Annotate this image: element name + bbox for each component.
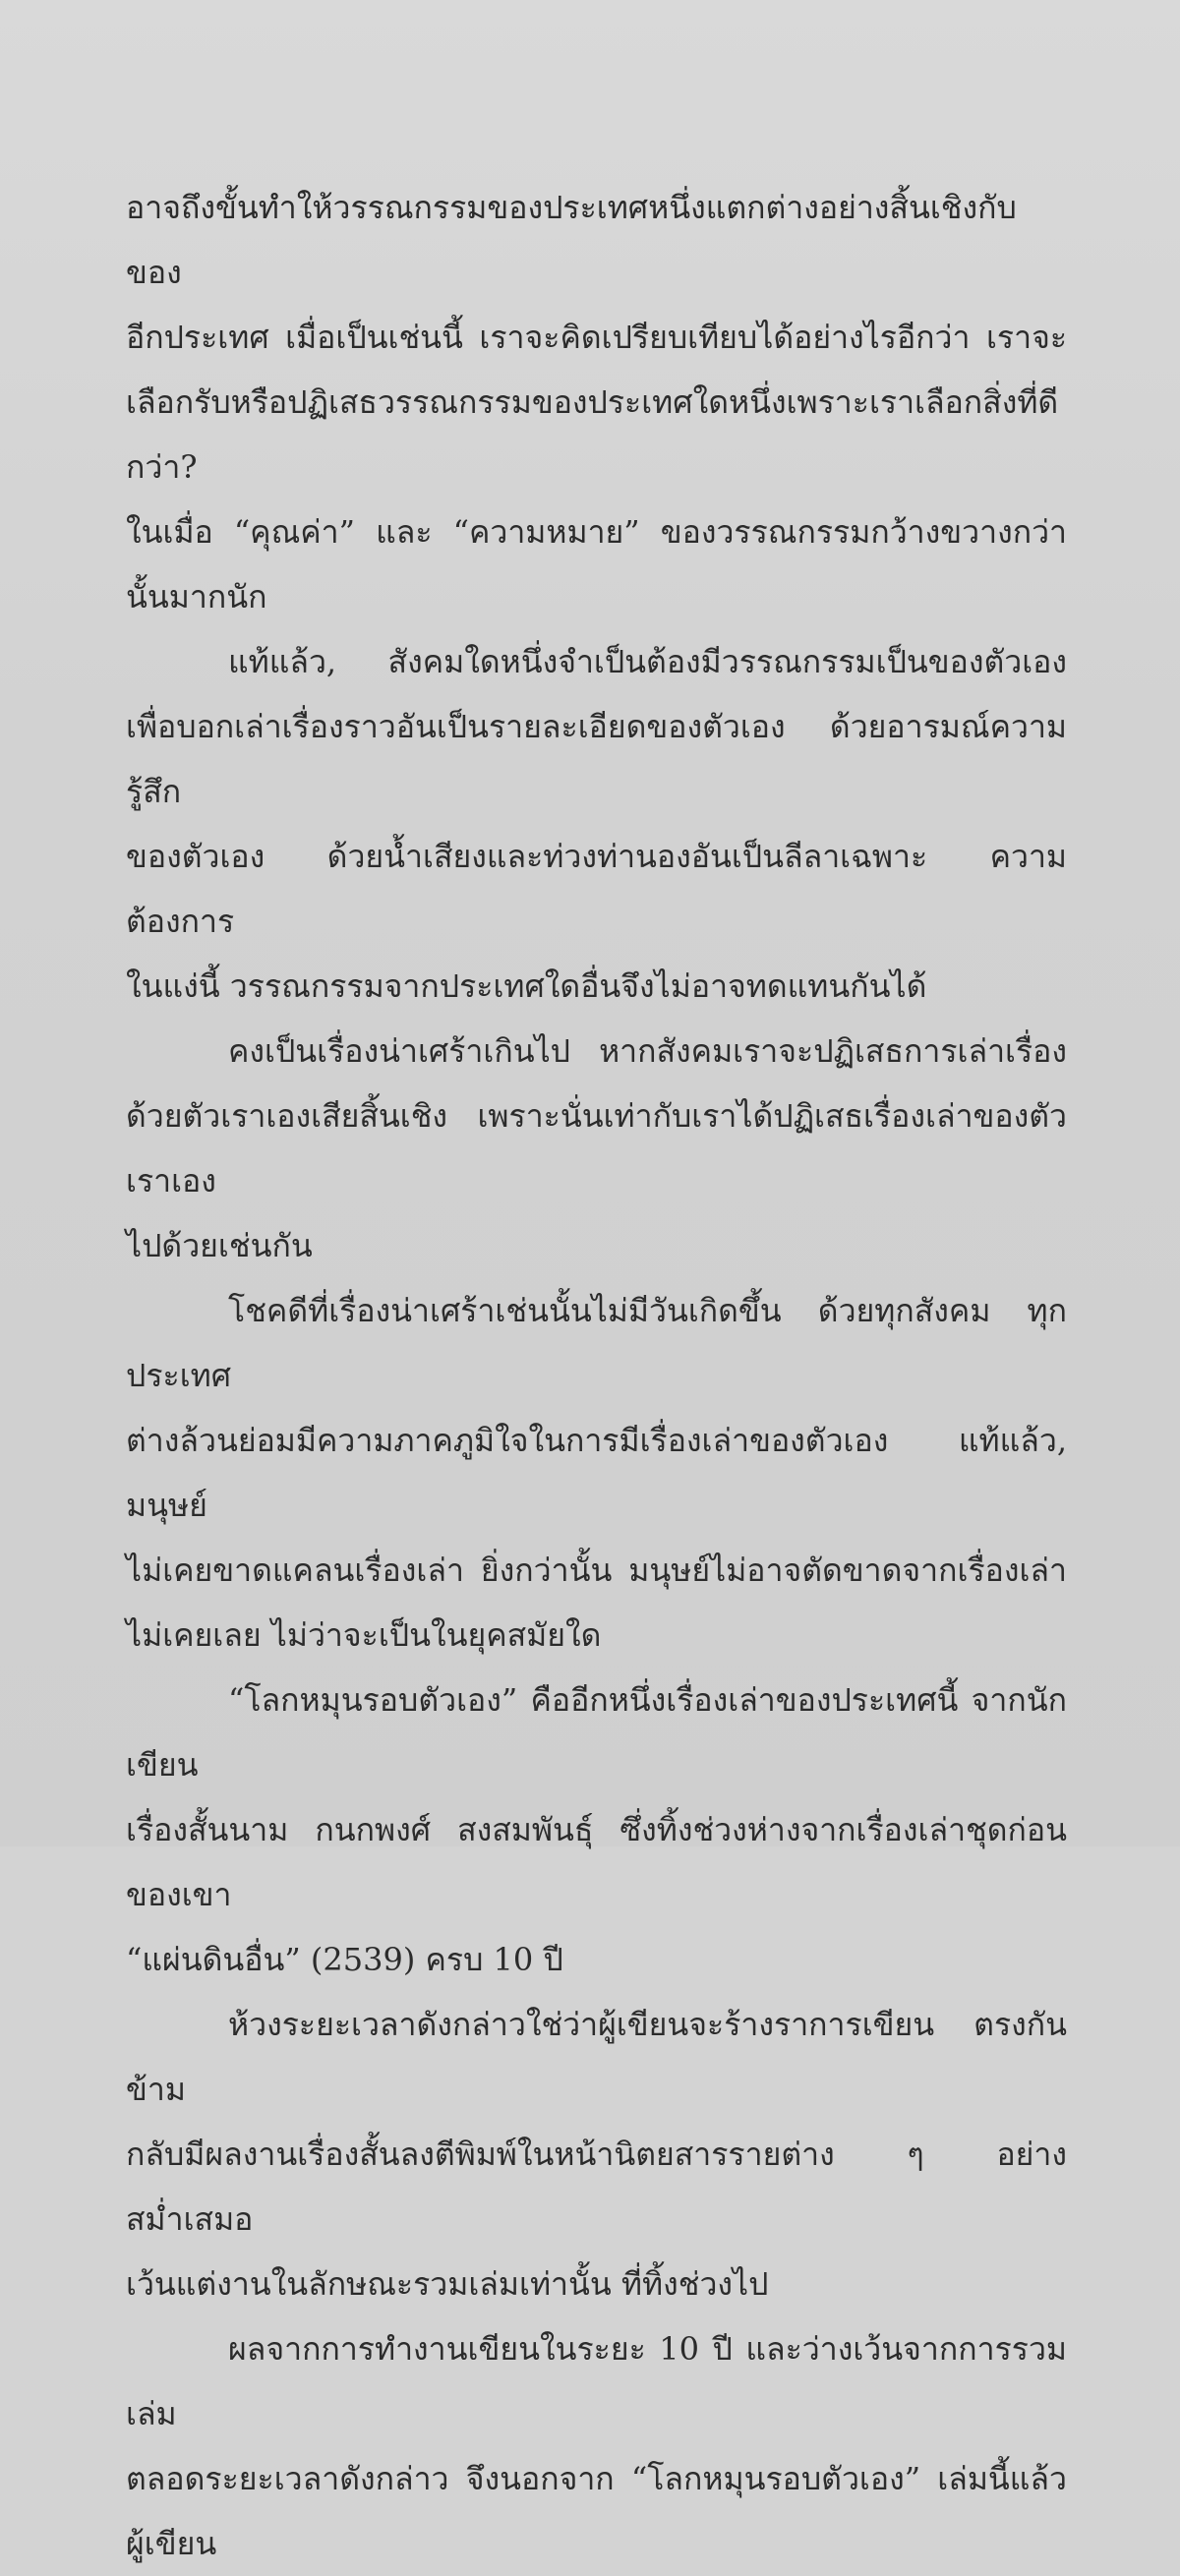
text-line: ไม่เคยขาดแคลนเรื่องเล่า ยิ่งกว่านั้น มนุษย์ไม่อาจตัดขาดจากเรื่องเล่า [126,1551,1067,1589]
text-line: “โลกหมุนรอบตัวเอง” คืออีกหนึ่งเรื่องเล่าของประเทศนี้ จากนักเขียน [126,1681,1067,1784]
text-line: ของตัวเอง ด้วยน้ำเสียงและท่วงท่านองอันเป็นลีลาเฉพาะ ความต้องการ [126,838,1067,940]
text-line: อาจถึงขั้นทำให้วรรณกรรมของประเทศหนึ่งแตกต่างอย่างสิ้นเชิงกับของ [126,189,1017,291]
text-line: ด้วยตัวเราเองเสียสิ้นเชิง เพราะนั่นเท่ากับเราได้ปฏิเสธเรื่องเล่าของตัวเราเอง [126,1097,1067,1200]
text-line: โชคดีที่เรื่องน่าเศร้าเช่นนั้นไม่มีวันเกิดขึ้น ด้วยทุกสังคม ทุกประเทศ [126,1292,1067,1394]
text-line: “แผ่นดินอื่น” (2539) ครบ 10 ปี [126,1941,563,1978]
text-line: ในแง่นี้ วรรณกรรมจากประเทศใดอื่นจึงไม่อาจทดแทนกันได้ [126,967,927,1005]
text-line: ต่างล้วนย่อมมีความภาคภูมิใจในการมีเรื่องเล่าของตัวเอง แท้แล้ว, มนุษย์ [126,1422,1067,1524]
text-line: ห้วงระยะเวลาดังกล่าวใช่ว่าผู้เขียนจะร้างราการเขียน ตรงกันข้าม [126,2006,1067,2108]
body-text [126,175,1067,2576]
text-line: เลือกรับหรือปฏิเสธวรรณกรรมของประเทศใดหนึ่งเพราะเราเลือกสิ่งที่ดีกว่า? [126,383,1059,486]
text-line: กลับมีผลงานเรื่องสั้นลงตีพิมพ์ในหน้านิตยสารรายต่าง ๆ อย่างสม่ำเสมอ [126,2136,1067,2238]
text-line: คงเป็นเรื่องน่าเศร้าเกินไป หากสังคมเราจะปฏิเสธการเล่าเรื่อง [228,1032,1067,1070]
text-line: เว้นแต่งานในลักษณะรวมเล่มเท่านั้น ที่ทิ้งช่วงไป [126,2265,769,2303]
text-line: เรื่องสั้นนาม กนกพงศ์ สงสมพันธุ์ ซึ่งทิ้งช่วงห่างจากเรื่องเล่าชุดก่อนของเขา [126,1811,1067,1913]
text-line: อีกประเทศ เมื่อเป็นเช่นนี้ เราจะคิดเปรียบเทียบได้อย่างไรอีกว่า เราจะ [126,319,1067,356]
text-line: ในเมื่อ “คุณค่า” และ “ความหมาย” ของวรรณกรรมกว้างขวางกว่านั้นมากนัก [126,513,1067,615]
text-line: ผลจากการทำงานเขียนในระยะ 10 ปี และว่างเว้นจากการรวมเล่ม [126,2330,1067,2432]
text-line: ไปด้วยเช่นกัน [126,1227,313,1264]
text-line: ตลอดระยะเวลาดังกล่าว จึงนอกจาก “โลกหมุนรอบตัวเอง” เล่มนี้แล้ว ผู้เขียน [126,2460,1067,2562]
text-line: แท้แล้ว, สังคมใดหนึ่งจำเป็นต้องมีวรรณกรรมเป็นของตัวเอง [228,643,1067,680]
text-line: ไม่เคยเลย ไม่ว่าจะเป็นในยุคสมัยใด [126,1616,602,1654]
text-line: เพื่อบอกเล่าเรื่องราวอันเป็นรายละเอียดของตัวเอง ด้วยอารมณ์ความรู้สึก [126,708,1067,810]
